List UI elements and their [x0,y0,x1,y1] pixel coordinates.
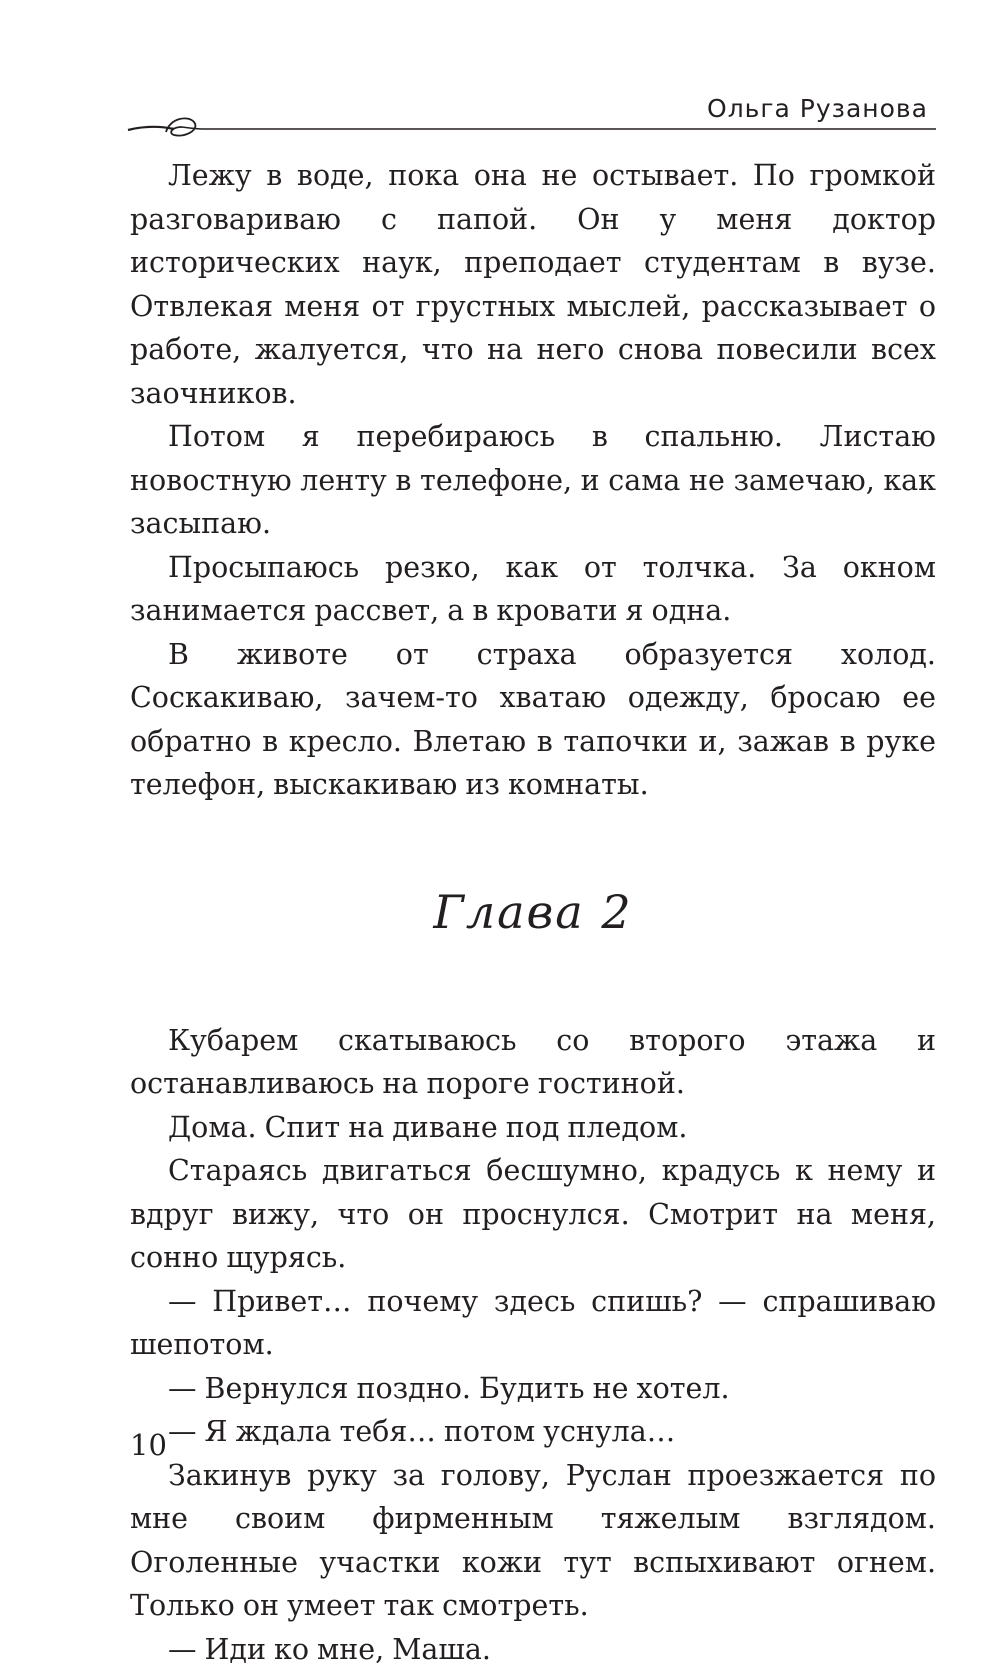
paragraph: Стараясь двигаться бесшумно, крадусь к нему и вдруг вижу, что он проснулся. Смотрит на меня, сонно щурясь. [130,1149,936,1280]
running-header-author: Ольга Рузанова [707,94,928,123]
dialogue-line: — Я ждала тебя… потом уснула… [130,1410,936,1454]
paragraph: Дома. Спит на диване под пледом. [130,1106,936,1150]
paragraph: Лежу в воде, пока она не остывает. По громкой разговариваю с папой. Он у меня доктор исторических наук, преподает студентам в вузе. Отвлекая меня от грустных мыслей, рассказывает о работе, жалуется, что на него снова повесили всех заочников. [130,154,936,415]
dialogue-line: — Привет… почему здесь спишь? — спрашиваю шепотом. [130,1280,936,1367]
paragraph: Кубарем скатываюсь со второго этажа и останавливаюсь на пороге гостиной. [130,1019,936,1106]
page-body [130,154,936,1671]
chapter-heading: Глава 2 [130,887,936,1019]
section-chapter-two [130,1019,936,1671]
paragraph: Просыпаюсь резко, как от толчка. За окном занимается рассвет, а в кровати я одна. [130,546,936,633]
paragraph: Потом я перебираюсь в спальню. Листаю новостную ленту в телефоне, и сама не замечаю, как засыпаю. [130,415,936,546]
section-before-chapter [130,154,936,807]
header-ornament-rule [126,116,936,156]
dialogue-line: — Иди ко мне, Маша. [130,1628,936,1671]
dialogue-line: — Вернулся поздно. Будить не хотел. [130,1367,936,1411]
paragraph: Закинув руку за голову, Руслан проезжается по мне своим фирменным тяжелым взглядом. Оголенные участки кожи тут вспыхивают огнем. Только он умеет так смотреть. [130,1454,936,1628]
page-number: 10 [130,1428,167,1462]
paragraph: В животе от страха образуется холод. Соскакиваю, зачем-то хватаю одежду, бросаю ее обратно в кресло. Влетаю в тапочки и, зажав в руке телефон, выскакиваю из комнаты. [130,633,936,807]
